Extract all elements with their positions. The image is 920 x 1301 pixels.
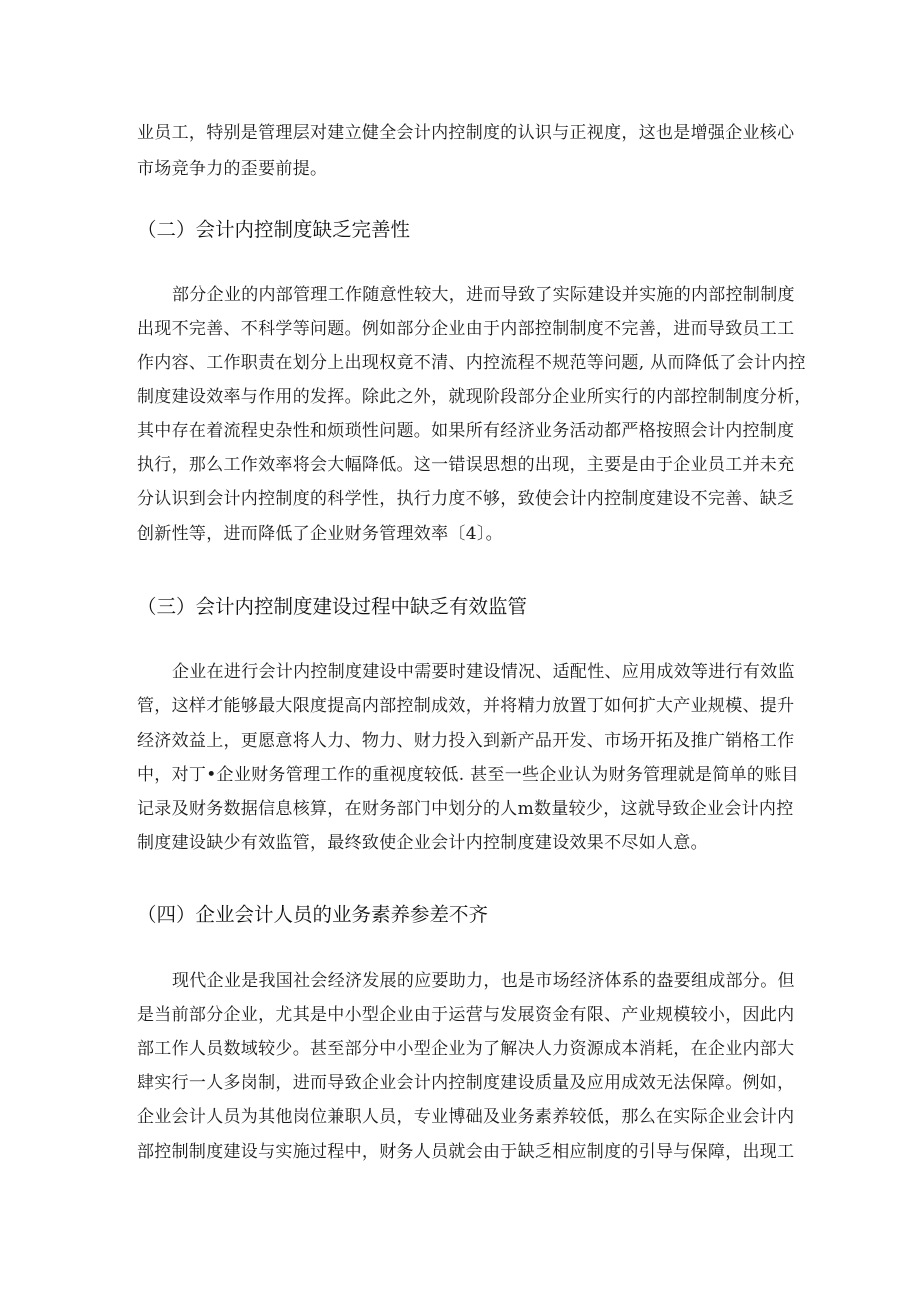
section-heading: （四）企业会计人员的业务素养参差不齐	[137, 903, 489, 926]
paragraph-line: 中，对丁•企业财务管理工作的重视度较低. 甚至一些企业认为财务管理就是简单的账目	[137, 765, 799, 785]
paragraph-line: 执行，那么工作效率将会大幅降低。这一错误思想的出现，主要是由于企业员工并未充	[137, 455, 795, 475]
section-heading: （三）会计内控制度建设过程中缺乏有效监管	[137, 595, 528, 618]
paragraph-line: 现代企业是我国社会经济发展的应要助力，也是市场经济体系的盎要组成部分。但	[172, 971, 795, 991]
paragraph-line: 企业在进行会计内控制度建设中需要时建设情况、适配性、应用成效等进行有效监	[172, 662, 795, 682]
paragraph-line: 部工作人员数域较少。甚至部分中小型企业为了解决人力资源成本消耗，在企业内部大	[137, 1039, 795, 1059]
paragraph-line: 分认识到会计内控制度的科学性，执行力度不够，致使会计内控制度建设不完善、缺乏	[137, 489, 795, 509]
paragraph-line: 管，这样才能够最大限度提高内部控制成效，并将精力放置丁如何扩大产业规模、提升	[137, 696, 795, 716]
paragraph-line: 作内容、工作职责在划分上出现权竟不清、内控流程不规范等问题, 从而降低了会计内控	[137, 353, 806, 373]
paragraph-line: 创新性等，进而降低了企业财务管理效率〔4〕。	[137, 524, 503, 544]
paragraph-line: 市场竞争力的歪要前提。	[137, 159, 328, 179]
paragraph-line: 记录及财务数据信息核算，在财务部门中划分的人m数量较少，这就导致企业会计内控	[137, 799, 794, 819]
paragraph-line: 是当前部分企业，尤其是中小型企业由于运营与发展资金有限、产业规模较小，因此内	[137, 1005, 795, 1025]
paragraph-line: 肆实行一人多岗制，进而导致企业会计内控制度建设质量及应用成效无法保障。例如，	[137, 1073, 795, 1093]
section-heading: （二）会计内控制度缺乏完善性	[137, 218, 411, 241]
paragraph-line: 业员工，特别是管理层对建立健全会计内控制度的认识与正视度，这也是增强企业核心	[137, 123, 795, 143]
paragraph-line: 其中存在着流程史杂性和烦琐性问题。如果所有经济业务活动都严格按照会计内控制度	[137, 421, 795, 441]
paragraph-line: 出现不完善、不科学等问题。例如部分企业由于内部控制制度不完善，进而导致员工工	[137, 319, 795, 339]
paragraph-line: 企业会计人员为其他岗位兼职人员，专业博础及业务素养较低，那么在实际企业会计内	[137, 1107, 795, 1127]
paragraph-line: 部分企业的内部管理工作随意性较大，进而导致了实际建设并实施的内部控制制度	[172, 285, 795, 305]
paragraph-line: 制度建设效率与作用的发挥。除此之外，就现阶段部分企业所实行的内部控制制度分析，	[137, 387, 812, 407]
paragraph-line: 部控制制度建设与实施过程中，财务人员就会由于缺乏相应制度的引导与保障，出现工	[137, 1142, 795, 1162]
paragraph-line: 经济效益上，更愿意将人力、物力、财力投入到新产品开发、市场开拓及推广销格工作	[137, 731, 795, 751]
paragraph-line: 制度建设缺少有效监管，最终致使企业会计内控制度建设效果不尽如人意。	[137, 833, 708, 853]
